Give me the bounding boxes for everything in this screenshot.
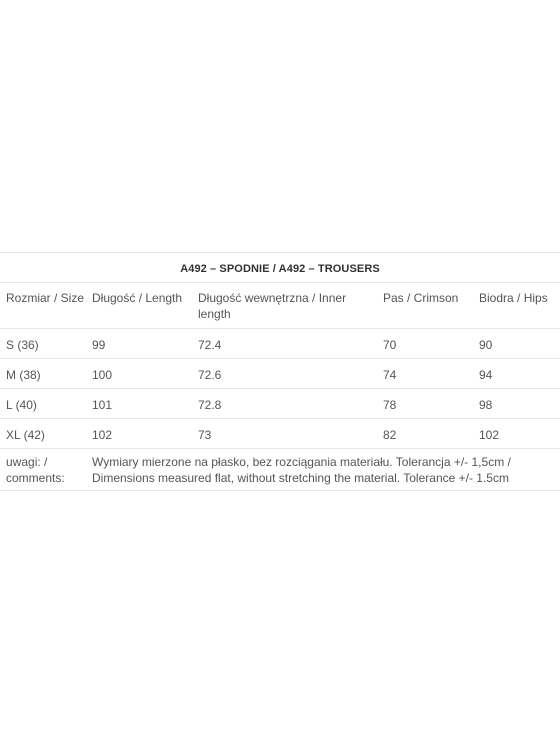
table-title-row (0, 253, 560, 283)
comments-label: uwagi: / comments: (0, 449, 86, 491)
cell-inner-length: 72.4 (192, 329, 377, 359)
cell-size: S (36) (0, 329, 86, 359)
table-row (0, 389, 560, 419)
table-header-row (0, 283, 560, 329)
table-row (0, 329, 560, 359)
cell-waist: 74 (377, 359, 473, 389)
cell-waist: 70 (377, 329, 473, 359)
cell-inner-length: 73 (192, 419, 377, 449)
cell-length: 100 (86, 359, 192, 389)
comments-row (0, 449, 560, 491)
cell-waist: 78 (377, 389, 473, 419)
cell-size: M (38) (0, 359, 86, 389)
table-row (0, 419, 560, 449)
cell-hips: 94 (473, 359, 560, 389)
cell-hips: 98 (473, 389, 560, 419)
cell-inner-length: 72.8 (192, 389, 377, 419)
cell-hips: 90 (473, 329, 560, 359)
size-chart-table (0, 252, 560, 491)
table-row (0, 359, 560, 389)
table-title: A492 – SPODNIE / A492 – TROUSERS (0, 253, 560, 283)
header-size: Rozmiar / Size (0, 283, 86, 329)
comments-text: Wymiary mierzone na płasko, bez rozciągania materiału. Tolerancja +/- 1,5cm / Dimensions measured flat, without stretching the material. Tolerance +/- 1.5cm (86, 449, 560, 491)
header-inner-length: Długość wewnętrzna / Inner length (192, 283, 377, 329)
header-waist: Pas / Crimson (377, 283, 473, 329)
cell-inner-length: 72.6 (192, 359, 377, 389)
cell-length: 99 (86, 329, 192, 359)
cell-length: 101 (86, 389, 192, 419)
cell-length: 102 (86, 419, 192, 449)
cell-size: L (40) (0, 389, 86, 419)
header-hips: Biodra / Hips (473, 283, 560, 329)
header-length: Długość / Length (86, 283, 192, 329)
cell-size: XL (42) (0, 419, 86, 449)
cell-hips: 102 (473, 419, 560, 449)
cell-waist: 82 (377, 419, 473, 449)
